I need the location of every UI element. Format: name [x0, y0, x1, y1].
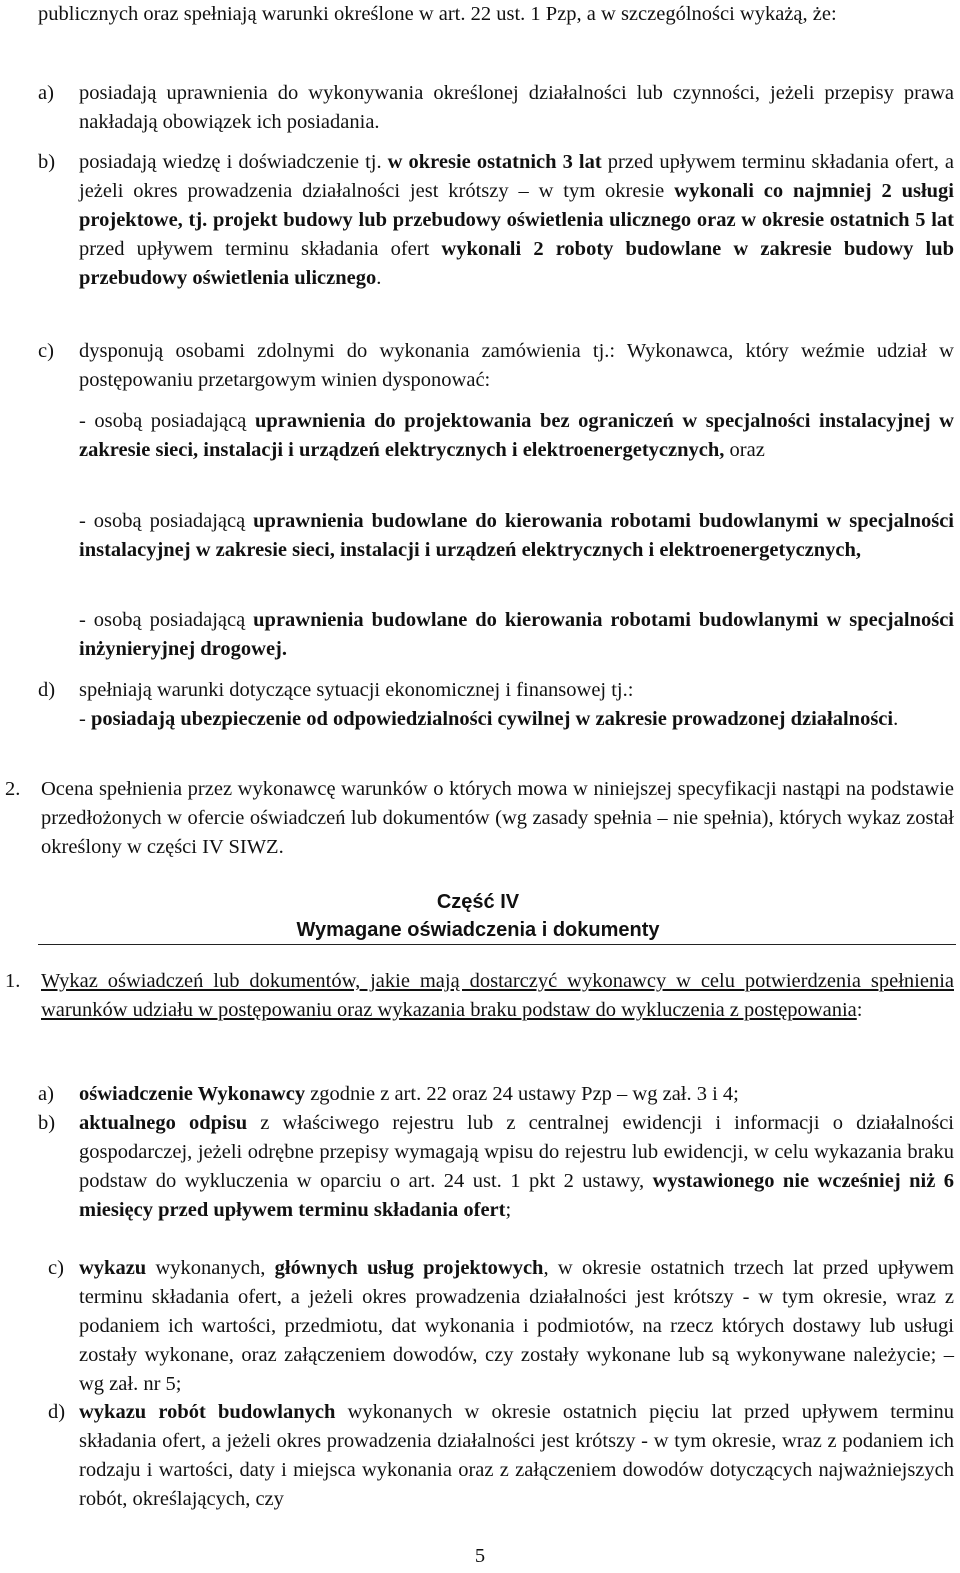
page-number: 5: [474, 1545, 486, 1567]
personnel-item-2: - osobą posiadającą uprawnienia budowlane do kierowania robotami budowlanymi w specjalności instalacyjnej w zakresie sieci, instalacji i urządzeń elektrycznych i elektroenergetycznych,: [79, 510, 954, 561]
insurance-item: - posiadają ubezpieczenie od odpowiedzialności cywilnej w zakresie prowadzonej działalności.: [79, 708, 899, 730]
section-divider: [38, 944, 956, 945]
section-subtitle: Wymagane oświadczenia i dokumenty: [296, 919, 660, 941]
document-d-label: d): [48, 1401, 66, 1423]
document-b-text: aktualnego odpisu z właściwego rejestru lub z centralnej ewidencji i informacji o działalności gospodarczej, jeżeli odrębne przepisy wymagają wpisu do rejestru lub ewidencji, w celu wykazania braku podstaw do wykluczenia w oparciu o art. 24 ust. 1 pkt 2 ustawy, wystawionego nie wcześniej niż 6 miesięcy przed upływem terminu składania ofert;: [79, 1112, 954, 1221]
item-a-label: a): [38, 82, 54, 104]
item-b-label: b): [38, 151, 56, 173]
document-b-label: b): [38, 1112, 56, 1134]
item-c-label: c): [38, 340, 54, 362]
section-title: Część IV: [436, 891, 520, 913]
intro-paragraph: publicznych oraz spełniają warunki określone w art. 22 ust. 1 Pzp, a w szczególności wykażą, że:: [38, 3, 837, 25]
personnel-item-1: - osobą posiadającą uprawnienia do projektowania bez ograniczeń w specjalności instalacyjnej w zakresie sieci, instalacji i urządzeń elektrycznych i elektroenergetycznych, oraz: [79, 410, 954, 461]
document-d-text: wykazu robót budowlanych wykonanych w okresie ostatnich pięciu lat przed upływem terminu składania ofert, a jeżeli okres prowadzenia działalności jest krótszy - w tym okresie, wraz z podaniem ich rodzaju i wartości, daty i miejsca wykonania oraz z załączeniem dowodów dotyczących najważniejszych robót, określających, czy: [79, 1401, 954, 1510]
item-c-text: dysponują osobami zdolnymi do wykonania zamówienia tj.: Wykonawca, który weźmie udział w postępowaniu przetargowym winien dysponować:: [79, 340, 954, 391]
item-d-text: spełniają warunki dotyczące sytuacji ekonomicznej i finansowej tj.:: [79, 679, 634, 701]
point-2-text: Ocena spełnienia przez wykonawcę warunków o których mowa w niniejszej specyfikacji nastąpi na podstawie przedłożonych w ofercie oświadczeń lub dokumentów (wg zasady spełnia – nie spełnia), których wykaz został określony w części IV SIWZ.: [41, 778, 954, 858]
document-c-label: c): [48, 1257, 64, 1279]
point-2-label: 2.: [5, 778, 21, 800]
document-a-label: a): [38, 1083, 54, 1105]
personnel-item-3: - osobą posiadającą uprawnienia budowlane do kierowania robotami budowlanymi w specjalności inżynieryjnej drogowej.: [79, 609, 954, 660]
point-1-text: Wykaz oświadczeń lub dokumentów, jakie mają dostarczyć wykonawcy w celu potwierdzenia spełnienia warunków udziału w postępowaniu oraz wykazania braku podstaw do wykluczenia z postępowania:: [41, 970, 954, 1021]
document-c-text: wykazu wykonanych, głównych usług projektowych, w okresie ostatnich trzech lat przed upływem terminu składania ofert, a jeżeli okres prowadzenia działalności jest krótszy - w tym okresie, wraz z podaniem ich wartości, przedmiotu, dat wykonania i podmiotów, na rzecz których dostawy lub usługi zostały wykonane, oraz załączeniem dowodów, czy zostały wykonane lub są wykonywane należycie; – wg zał. nr 5;: [79, 1257, 954, 1395]
document-a-text: oświadczenie Wykonawcy zgodnie z art. 22 oraz 24 ustawy Pzp – wg zał. 3 i 4;: [79, 1083, 739, 1105]
point-1-label: 1.: [5, 970, 21, 992]
item-b-text: posiadają wiedzę i doświadczenie tj. w okresie ostatnich 3 lat przed upływem terminu składania ofert, a jeżeli okres prowadzenia działalności jest krótszy – w tym okresie wykonali co najmniej 2 usługi projektowe, tj. projekt budowy lub przebudowy oświetlenia ulicznego oraz w okresie ostatnich 5 lat przed upływem terminu składania ofert wykonali 2 roboty budowlane w zakresie budowy lub przebudowy oświetlenia ulicznego.: [79, 151, 955, 289]
item-d-label: d): [38, 679, 56, 701]
item-a-text: posiadają uprawnienia do wykonywania określonej działalności lub czynności, jeżeli przepisy prawa nakładają obowiązek ich posiadania.: [79, 82, 954, 133]
